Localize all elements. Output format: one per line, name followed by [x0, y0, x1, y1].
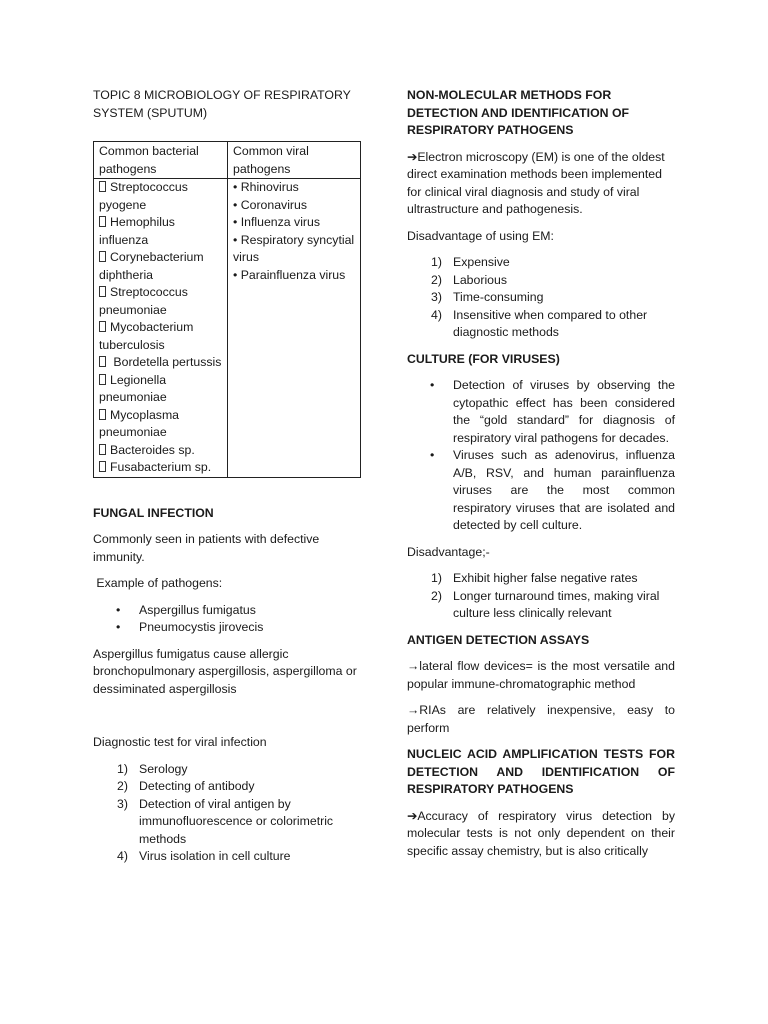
pathogen-table	[93, 141, 361, 478]
naat-heading: NUCLEIC ACID AMPLIFICATION TESTS FOR DETECTION AND IDENTIFICATION OF RESPIRATORY PATHOGENS	[407, 747, 675, 796]
list-item: Hemophilus influenza	[99, 215, 175, 247]
list-item: • Detection of viruses by observing the cytopathic effect has been considered the “gold standard” for diagnosis of respiratory viral pathogens for decades.	[430, 378, 675, 445]
list-item: • Aspergillus fumigatus	[116, 602, 256, 617]
antigen-heading: ANTIGEN DETECTION ASSAYS	[407, 632, 590, 647]
list-item: • Coronavirus	[233, 197, 308, 212]
list-item: • Parainfluenza virus	[233, 267, 346, 282]
em-disadvantage-label: Disadvantage of using EM:	[407, 228, 554, 243]
list-item: 1) Expensive	[431, 255, 510, 269]
ria-paragraph: →RIAs are relatively inexpensive, easy to perform	[407, 703, 675, 735]
missing-glyph-icon	[99, 286, 106, 297]
list-item: Streptococcus pyogene	[99, 180, 188, 212]
lateral-flow-paragraph: →lateral flow devices= is the most versatile and popular immune-chromatographic method	[407, 659, 675, 691]
missing-glyph-icon	[99, 356, 106, 367]
list-item: Mycobacterium tuberculosis	[99, 320, 194, 352]
culture-disadvantage-label: Disadvantage;-	[407, 544, 490, 559]
missing-glyph-icon	[99, 216, 106, 227]
culture-heading: CULTURE (FOR VIRUSES)	[407, 351, 560, 366]
diag-list	[93, 761, 365, 866]
bacteria-cell	[94, 179, 228, 478]
list-item: 1) Exhibit higher false negative rates	[431, 571, 638, 585]
arrow-icon: →	[407, 703, 420, 717]
list-item: 4) Virus isolation in cell culture	[117, 849, 291, 863]
list-item: 2) Laborious	[431, 272, 508, 287]
list-item: Fusabacterium sp.	[99, 459, 222, 477]
arrow-icon: ➔	[407, 149, 418, 164]
culture-disadvantage-list	[407, 570, 675, 623]
list-item: • Influenza virus	[233, 215, 321, 229]
page-title: TOPIC 8 MICROBIOLOGY OF RESPIRATORY SYSTEM (SPUTUM)	[93, 88, 351, 120]
pathogen-list	[93, 602, 365, 637]
table-header-viral: Common viral pathogens	[228, 142, 361, 179]
missing-glyph-icon	[99, 461, 106, 472]
list-item: 2) Longer turnaround times, making viral culture less clinically relevant	[431, 588, 660, 620]
arrow-icon: ➔	[407, 808, 418, 823]
list-item: 2) Detecting of antibody	[117, 779, 255, 793]
culture-list	[407, 377, 675, 535]
pathogens-label: Example of pathogens:	[93, 576, 223, 590]
non-molecular-heading: NON-MOLECULAR METHODS FOR DETECTION AND IDENTIFICATION OF RESPIRATORY PATHOGENS	[407, 88, 630, 137]
arrow-icon: →	[407, 659, 420, 673]
list-item: Streptococcus pneumoniae	[99, 285, 188, 317]
list-item: Bordetella pertussis	[99, 354, 222, 372]
table-header-bacterial: Common bacterial pathogens	[94, 142, 228, 179]
missing-glyph-icon	[99, 181, 106, 192]
list-item: • Pneumocystis jirovecis	[116, 620, 264, 634]
list-item: • Viruses such as adenovirus, influenza A/B, RSV, and human parainfluenza viruses are the most common respiratory viruses that are isolated and detected by cell culture.	[430, 448, 675, 532]
list-item: 1) Serology	[117, 761, 188, 776]
fungal-text: Commonly seen in patients with defective immunity.	[93, 532, 320, 564]
list-item: 4) Insensitive when compared to other diagnostic methods	[431, 307, 648, 339]
list-item: Corynebacterium diphtheria	[99, 250, 204, 282]
list-item: 3) Time-consuming	[431, 290, 544, 304]
missing-glyph-icon	[99, 444, 106, 455]
list-item: Mycoplasma pneumoniae	[99, 407, 180, 439]
accuracy-paragraph: ➔Accuracy of respiratory virus detection by molecular tests is not only dependent on their specific assay chemistry, but is also critically	[407, 808, 675, 858]
list-item: Bacteroides sp.	[99, 442, 222, 460]
list-item: Legionella pneumoniae	[99, 372, 167, 404]
em-disadvantage-list	[407, 254, 675, 342]
em-paragraph: ➔Electron microscopy (EM) is one of the oldest direct examination methods been implemented for clinical viral diagnosis and study of viral ultrastructure and pathogenesis.	[407, 149, 665, 216]
left-column	[93, 87, 365, 866]
list-item: 3) Detection of viral antigen by immunofluorescence or colorimetric methods	[117, 796, 334, 846]
diag-heading: Diagnostic test for viral infection	[93, 735, 267, 749]
list-item: • Rhinovirus	[233, 180, 299, 194]
list-item: • Respiratory syncytial virus	[233, 232, 355, 264]
aspergillus-text: Aspergillus fumigatus cause allergic bronchopulmonary aspergillosis, aspergilloma or dessiminated aspergillosis	[93, 646, 357, 696]
virus-cell	[228, 179, 361, 478]
right-column	[407, 87, 675, 860]
fungal-heading: FUNGAL INFECTION	[93, 505, 214, 520]
missing-glyph-icon	[99, 409, 106, 420]
missing-glyph-icon	[99, 374, 106, 385]
missing-glyph-icon	[99, 321, 106, 332]
missing-glyph-icon	[99, 251, 106, 262]
